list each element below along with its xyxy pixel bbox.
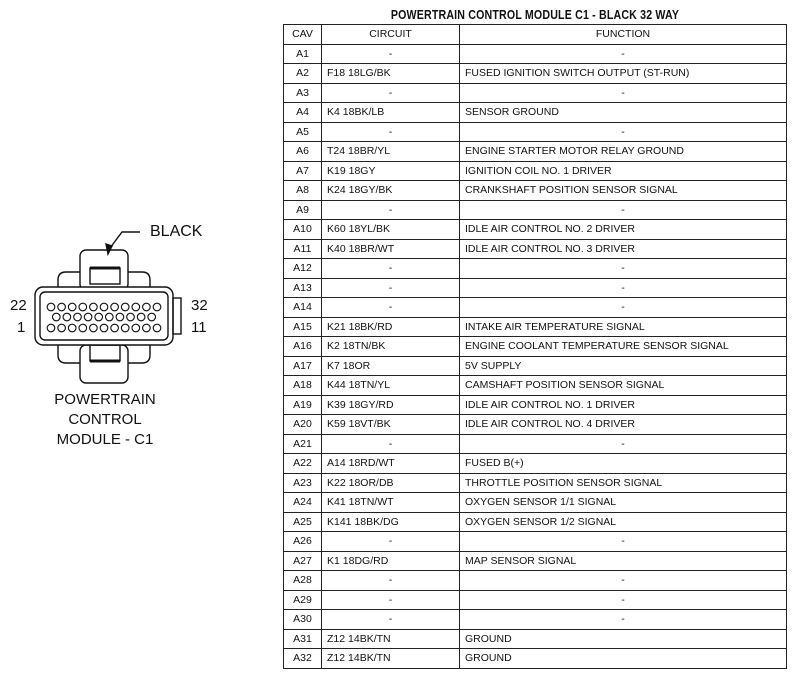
pointer-arrow	[106, 244, 112, 254]
function-cell: -	[460, 278, 787, 298]
side-key	[173, 298, 181, 334]
circuit-cell: K1 18DG/RD	[322, 551, 460, 571]
function-cell: GROUND	[460, 649, 787, 669]
function-cell: FUSED IGNITION SWITCH OUTPUT (ST-RUN)	[460, 64, 787, 84]
cav-cell: A25	[284, 512, 322, 532]
cav-cell: A9	[284, 200, 322, 220]
caption-line-2: CONTROL	[68, 411, 142, 428]
circuit-cell: -	[322, 200, 460, 220]
table-row	[284, 64, 787, 84]
function-cell: IDLE AIR CONTROL NO. 3 DRIVER	[460, 239, 787, 259]
circuit-cell: K2 18TN/BK	[322, 337, 460, 357]
circuit-cell: K59 18VT/BK	[322, 415, 460, 435]
function-cell: OXYGEN SENSOR 1/1 SIGNAL	[460, 493, 787, 513]
cav-cell: A29	[284, 590, 322, 610]
cav-cell: A28	[284, 571, 322, 591]
table-row	[284, 83, 787, 103]
cav-cell: A17	[284, 356, 322, 376]
function-cell: MAP SENSOR SIGNAL	[460, 551, 787, 571]
cav-cell: A31	[284, 629, 322, 649]
connector-diagram	[0, 210, 230, 450]
function-cell: 5V SUPPLY	[460, 356, 787, 376]
table-row	[284, 337, 787, 357]
cav-cell: A19	[284, 395, 322, 415]
cav-cell: A27	[284, 551, 322, 571]
function-cell: -	[460, 298, 787, 318]
circuit-cell: T24 18BR/YL	[322, 142, 460, 162]
circuit-cell: F18 18LG/BK	[322, 64, 460, 84]
circuit-cell: K4 18BK/LB	[322, 103, 460, 123]
function-cell: -	[460, 44, 787, 64]
table-row	[284, 317, 787, 337]
function-cell: ENGINE COOLANT TEMPERATURE SENSOR SIGNAL	[460, 337, 787, 357]
pin-label-22: 22	[10, 297, 27, 314]
cav-cell: A20	[284, 415, 322, 435]
circuit-cell: -	[322, 298, 460, 318]
connector-body	[35, 287, 173, 345]
table-row	[284, 629, 787, 649]
table-row	[284, 376, 787, 396]
pin-label-11: 11	[191, 319, 207, 336]
table-row	[284, 649, 787, 669]
cav-cell: A6	[284, 142, 322, 162]
table-row	[284, 532, 787, 552]
function-cell: -	[460, 200, 787, 220]
cav-cell: A23	[284, 473, 322, 493]
cav-cell: A14	[284, 298, 322, 318]
header-circuit: CIRCUIT	[322, 25, 460, 45]
cav-cell: A32	[284, 649, 322, 669]
circuit-cell: -	[322, 278, 460, 298]
table-row	[284, 551, 787, 571]
cav-cell: A12	[284, 259, 322, 279]
circuit-cell: K19 18GY	[322, 161, 460, 181]
cav-cell: A21	[284, 434, 322, 454]
function-cell: OXYGEN SENSOR 1/2 SIGNAL	[460, 512, 787, 532]
table-row	[284, 590, 787, 610]
circuit-cell: -	[322, 610, 460, 630]
cav-cell: A3	[284, 83, 322, 103]
function-cell: CAMSHAFT POSITION SENSOR SIGNAL	[460, 376, 787, 396]
cav-cell: A15	[284, 317, 322, 337]
table-row	[284, 161, 787, 181]
caption-line-1: POWERTRAIN	[54, 391, 156, 408]
table-row	[284, 454, 787, 474]
circuit-cell: K21 18BK/RD	[322, 317, 460, 337]
function-cell: GROUND	[460, 629, 787, 649]
function-cell: -	[460, 571, 787, 591]
cav-cell: A4	[284, 103, 322, 123]
function-cell: -	[460, 83, 787, 103]
circuit-cell: K141 18BK/DG	[322, 512, 460, 532]
lower-latch-window	[90, 345, 120, 361]
circuit-cell: K24 18GY/BK	[322, 181, 460, 201]
table-row	[284, 610, 787, 630]
cav-cell: A16	[284, 337, 322, 357]
function-cell: -	[460, 122, 787, 142]
cav-cell: A11	[284, 239, 322, 259]
circuit-cell: K39 18GY/RD	[322, 395, 460, 415]
circuit-cell: -	[322, 83, 460, 103]
table-row	[284, 259, 787, 279]
function-cell: INTAKE AIR TEMPERATURE SIGNAL	[460, 317, 787, 337]
table-row	[284, 473, 787, 493]
circuit-cell: A14 18RD/WT	[322, 454, 460, 474]
pinout-table	[283, 24, 787, 669]
function-cell: ENGINE STARTER MOTOR RELAY GROUND	[460, 142, 787, 162]
table-row	[284, 415, 787, 435]
function-cell: IDLE AIR CONTROL NO. 1 DRIVER	[460, 395, 787, 415]
caption-line-3: MODULE - C1	[56, 431, 154, 448]
table-row	[284, 434, 787, 454]
function-cell: -	[460, 259, 787, 279]
pin-label-32: 32	[191, 297, 208, 314]
function-cell: IDLE AIR CONTROL NO. 4 DRIVER	[460, 415, 787, 435]
cav-cell: A18	[284, 376, 322, 396]
table-row	[284, 356, 787, 376]
function-cell: -	[460, 434, 787, 454]
function-cell: -	[460, 590, 787, 610]
cav-cell: A30	[284, 610, 322, 630]
cav-cell: A26	[284, 532, 322, 552]
circuit-cell: -	[322, 259, 460, 279]
header-function: FUNCTION	[460, 25, 787, 45]
pointer-line	[110, 232, 140, 248]
circuit-cell: -	[322, 532, 460, 552]
circuit-cell: Z12 14BK/TN	[322, 629, 460, 649]
table-row	[284, 181, 787, 201]
table-row	[284, 298, 787, 318]
function-cell: CRANKSHAFT POSITION SENSOR SIGNAL	[460, 181, 787, 201]
table-row	[284, 220, 787, 240]
table-row	[284, 142, 787, 162]
function-cell: -	[460, 610, 787, 630]
function-cell: THROTTLE POSITION SENSOR SIGNAL	[460, 473, 787, 493]
function-cell: -	[460, 532, 787, 552]
table-row	[284, 239, 787, 259]
table-row	[284, 44, 787, 64]
upper-latch-window	[90, 268, 120, 284]
table-row	[284, 512, 787, 532]
function-cell: IGNITION COIL NO. 1 DRIVER	[460, 161, 787, 181]
circuit-cell: -	[322, 590, 460, 610]
cav-cell: A8	[284, 181, 322, 201]
circuit-cell: -	[322, 571, 460, 591]
table-row	[284, 122, 787, 142]
cav-cell: A13	[284, 278, 322, 298]
table-row	[284, 395, 787, 415]
circuit-cell: -	[322, 434, 460, 454]
table-row	[284, 103, 787, 123]
color-label: BLACK	[150, 223, 203, 240]
cav-cell: A2	[284, 64, 322, 84]
cav-cell: A22	[284, 454, 322, 474]
circuit-cell: K40 18BR/WT	[322, 239, 460, 259]
circuit-cell: K41 18TN/WT	[322, 493, 460, 513]
table-title: POWERTRAIN CONTROL MODULE C1 - BLACK 32 WAY	[390, 8, 680, 22]
circuit-cell: -	[322, 44, 460, 64]
cav-cell: A10	[284, 220, 322, 240]
table-row	[284, 200, 787, 220]
cav-cell: A5	[284, 122, 322, 142]
circuit-cell: -	[322, 122, 460, 142]
cav-cell: A1	[284, 44, 322, 64]
circuit-cell: K7 18OR	[322, 356, 460, 376]
cav-cell: A7	[284, 161, 322, 181]
table-row	[284, 493, 787, 513]
function-cell: IDLE AIR CONTROL NO. 2 DRIVER	[460, 220, 787, 240]
table-row	[284, 571, 787, 591]
cav-cell: A24	[284, 493, 322, 513]
circuit-cell: K22 18OR/DB	[322, 473, 460, 493]
circuit-cell: K44 18TN/YL	[322, 376, 460, 396]
table-header-row	[284, 25, 787, 45]
header-cav: CAV	[284, 25, 322, 45]
lower-latch	[80, 345, 128, 383]
pin-label-1: 1	[17, 319, 26, 336]
function-cell: FUSED B(+)	[460, 454, 787, 474]
function-cell: SENSOR GROUND	[460, 103, 787, 123]
circuit-cell: Z12 14BK/TN	[322, 649, 460, 669]
circuit-cell: K60 18YL/BK	[322, 220, 460, 240]
table-row	[284, 278, 787, 298]
